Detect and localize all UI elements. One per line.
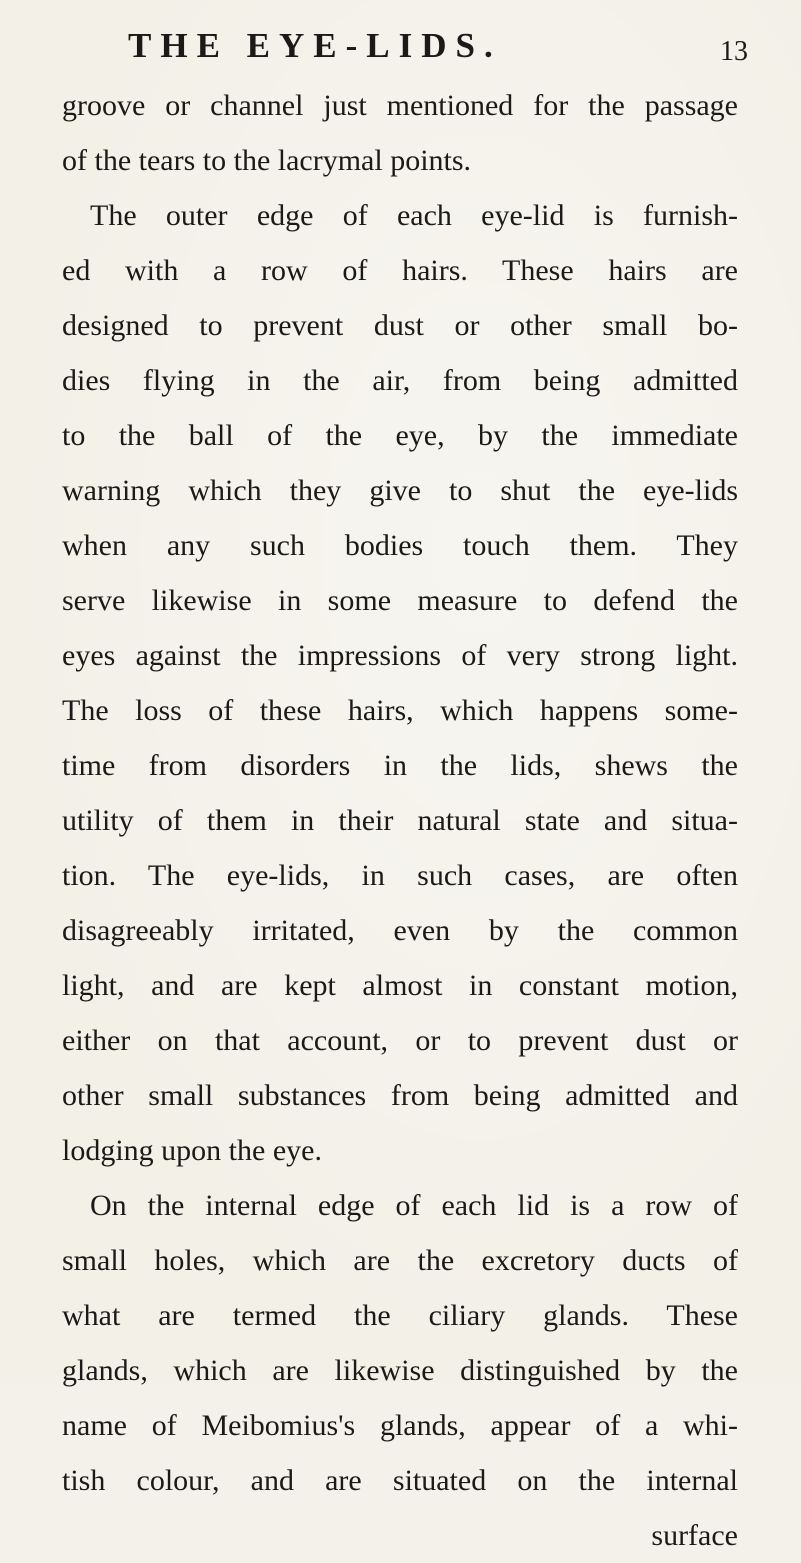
text-line: either on that account, or to prevent dust or <box>62 1024 738 1057</box>
text-line: small holes, which are the excretory ducts of <box>62 1244 738 1277</box>
text-line: groove or channel just mentioned for the passage <box>62 89 738 122</box>
text-line: eyes against the impressions of very strong light. <box>62 639 738 672</box>
text-line: ed with a row of hairs. These hairs are <box>62 254 738 287</box>
text-line: warning which they give to shut the eye-lids <box>62 474 738 507</box>
text-line: designed to prevent dust or other small bo- <box>62 309 738 342</box>
text-line: The loss of these hairs, which happens some- <box>62 694 738 727</box>
text-line: light, and are kept almost in constant motion, <box>62 969 738 1002</box>
text-line: tish colour, and are situated on the internal <box>62 1464 738 1497</box>
text-line: name of Meibomius's glands, appear of a whi- <box>62 1409 738 1442</box>
catchword: surface <box>651 1519 738 1552</box>
text-line: tion. The eye-lids, in such cases, are often <box>62 859 738 892</box>
page-number: 13 <box>720 36 748 67</box>
text-line: disagreeably irritated, even by the common <box>62 914 738 947</box>
text-line: The outer edge of each eye-lid is furnish- <box>90 199 738 232</box>
text-line: utility of them in their natural state and situa- <box>62 804 738 837</box>
text-line: glands, which are likewise distinguished by the <box>62 1354 738 1387</box>
text-line: when any such bodies touch them. They <box>62 529 738 562</box>
text-line: serve likewise in some measure to defend the <box>62 584 738 617</box>
text-line: time from disorders in the lids, shews the <box>62 749 738 782</box>
text-line: what are termed the ciliary glands. These <box>62 1299 738 1332</box>
text-line: of the tears to the lacrymal points. <box>62 144 472 177</box>
text-line: On the internal edge of each lid is a row of <box>90 1189 738 1222</box>
body-text <box>62 78 738 1563</box>
text-line: lodging upon the eye. <box>62 1134 322 1167</box>
text-line: other small substances from being admitted and <box>62 1079 738 1112</box>
running-title: THE EYE-LIDS. <box>128 26 502 65</box>
text-line: to the ball of the eye, by the immediate <box>62 419 738 452</box>
text-line: dies flying in the air, from being admitted <box>62 364 738 397</box>
